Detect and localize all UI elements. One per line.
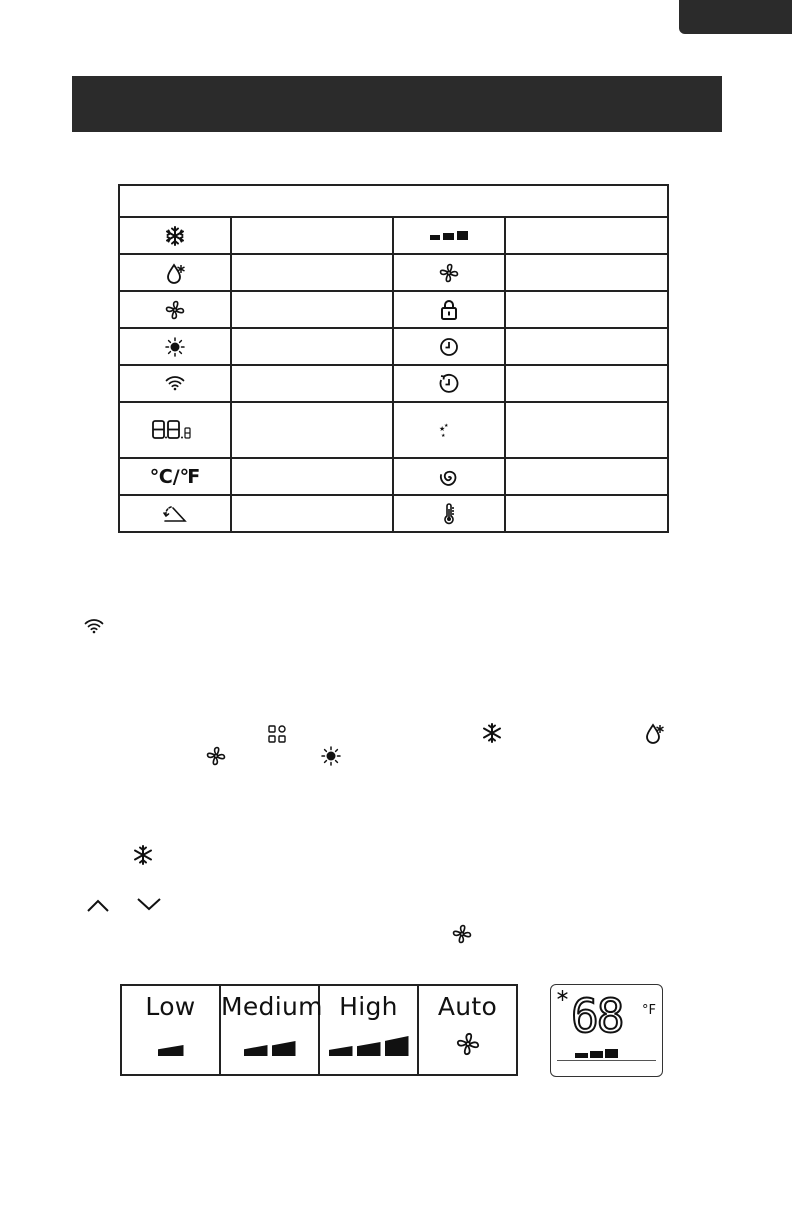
section-header-bar [72, 76, 722, 132]
legend-desc-cell [505, 365, 668, 402]
lock-icon [440, 300, 458, 320]
legend-desc-cell [505, 495, 668, 532]
svg-text:★: ★ [441, 433, 446, 439]
fan-speed-auto [419, 986, 516, 1074]
snowflake-icon [557, 990, 568, 1001]
legend-desc-cell [505, 291, 668, 328]
thermometer-icon [442, 503, 456, 525]
fan-speed-medium [221, 986, 323, 1074]
fan-speed-low [122, 986, 221, 1074]
fan-speed-bars [221, 1041, 318, 1056]
fan-speed-label: Medium [221, 992, 323, 1021]
fan-speed-bars [320, 1036, 417, 1056]
legend-title-cell [119, 185, 668, 217]
fan-speed-panel [120, 984, 518, 1076]
lcd-divider [557, 1060, 656, 1061]
page-corner-tab [679, 0, 792, 34]
snowflake-icon [482, 723, 502, 743]
svg-text:★: ★ [444, 423, 449, 429]
display-icon-legend-table [118, 184, 669, 533]
legend-desc-cell [231, 254, 393, 291]
lcd-unit: °F [642, 1003, 656, 1018]
sun-icon [321, 746, 341, 766]
fan-icon [206, 746, 226, 766]
fan-speed-label: Low [145, 992, 196, 1021]
chevron-up-icon [86, 899, 110, 913]
legend-desc-cell [231, 217, 393, 254]
legend-desc-cell [505, 254, 668, 291]
legend-desc-cell [505, 458, 668, 495]
svg-text:★: ★ [439, 425, 446, 433]
dry-drop-icon [644, 722, 664, 744]
fan-icon [452, 924, 472, 944]
fan-speed-bars-icon [430, 230, 468, 240]
fan-speed-label: Auto [437, 992, 498, 1021]
snowflake-icon [133, 845, 153, 865]
dry-drop-icon [165, 262, 185, 284]
wifi-icon [165, 375, 185, 391]
legend-desc-cell [231, 365, 393, 402]
mode-button-icon [268, 725, 286, 743]
sleep-moon-icon [438, 419, 460, 441]
legend-desc-cell [231, 495, 393, 532]
slope-swing-icon [163, 504, 187, 524]
swirl-icon [439, 467, 459, 487]
snowflake-icon [165, 226, 185, 246]
digit-display-icon [152, 420, 198, 440]
fan-speed-label: High [339, 992, 398, 1021]
sun-icon [165, 337, 185, 357]
celsius-fahrenheit-icon: ℃/℉ [149, 465, 201, 488]
chevron-down-icon [136, 897, 162, 911]
fan-speed-bars [122, 1045, 219, 1056]
clock-icon [439, 337, 459, 357]
legend-desc-cell [505, 402, 668, 458]
legend-desc-cell [231, 328, 393, 365]
fan-icon [165, 300, 185, 320]
fan-icon [456, 1032, 480, 1056]
fan-icon [439, 263, 459, 283]
legend-desc-cell [231, 458, 393, 495]
legend-desc-cell [505, 328, 668, 365]
fan-speed-high [320, 986, 419, 1074]
timer-icon [438, 373, 460, 395]
lcd-display-illustration [550, 984, 663, 1077]
legend-desc-cell [231, 291, 393, 328]
lcd-fan-bars [575, 1049, 618, 1058]
lcd-temperature: 68 [571, 989, 623, 1043]
wifi-icon [84, 618, 104, 634]
legend-desc-cell [231, 402, 393, 458]
legend-desc-cell [505, 217, 668, 254]
